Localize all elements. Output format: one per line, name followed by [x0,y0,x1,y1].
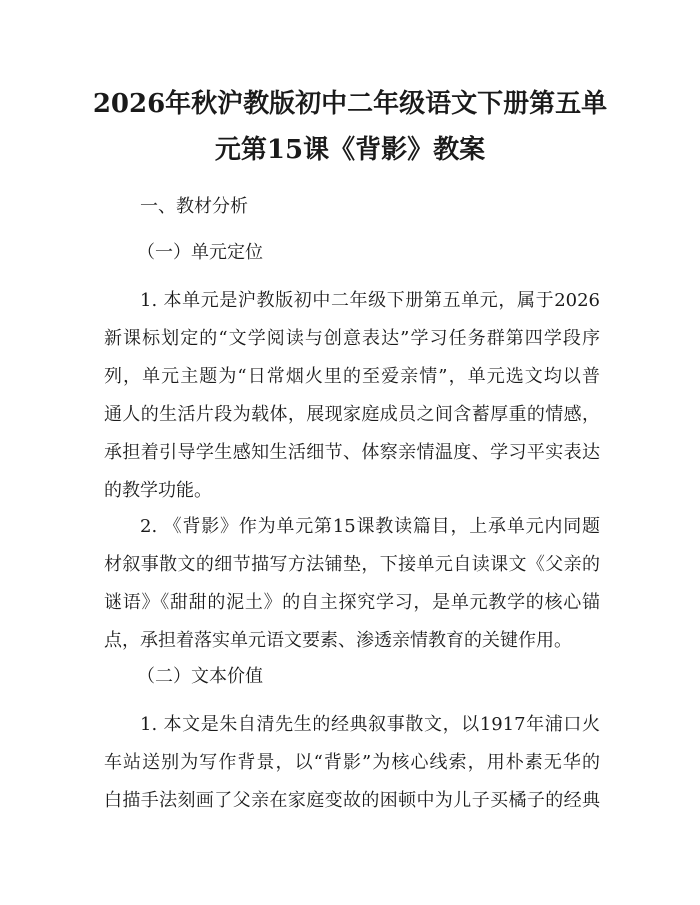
paragraph-1-line: 列，单元主题为“日常烟火里的至爱亲情”，单元选文均以普 [104,366,600,387]
paragraph-1-line: 通人的生活片段为载体，展现家庭成员之间含蓄厚重的情感， [104,404,600,425]
paragraph-1-line: 的教学功能。 [104,480,212,501]
document-title-line-2: 元第15课《背影》教案 [214,135,486,165]
paragraph-3-line: 1. 本文是朱自清先生的经典叙事散文，以1917年浦口火 [140,714,600,735]
paragraph-2-line: 材叙事散文的细节描写方法铺垫，下接单元自读课文《父亲的 [104,554,600,575]
paragraph-1 [104,282,600,510]
paragraph-1-line: 新课标划定的“文学阅读与创意表达”学习任务群第四学段序 [104,328,600,349]
paragraph-3-line: 白描手法刻画了父亲在家庭变故的困顿中为儿子买橘子的经典 [104,790,600,811]
paragraph-3-line: 车站送别为写作背景，以“背影”为核心线索，用朴素无华的 [104,752,600,773]
subsection-heading-text-value: （二）文本价值 [137,666,263,687]
paragraph-2-line: 谜语》《甜甜的泥土》的自主探究学习，是单元教学的核心锚 [104,592,600,613]
section-heading-textbook-analysis: 一、教材分析 [140,196,248,217]
paragraph-2-line: 2. 《背影》作为单元第15课教读篇目，上承单元内同题 [140,516,600,537]
paragraph-2 [104,508,600,660]
paragraph-1-line: 1. 本单元是沪教版初中二年级下册第五单元，属于2026 [140,290,600,311]
paragraph-3 [104,706,600,820]
subsection-heading-unit-positioning: （一）单元定位 [137,242,263,263]
paragraph-1-line: 承担着引导学生感知生活细节、体察亲情温度、学习平实表达 [104,442,600,463]
document-title-line-1: 2026年秋沪教版初中二年级语文下册第五单 [92,89,608,119]
paragraph-2-line: 点，承担着落实单元语文要素、渗透亲情教育的关键作用。 [104,630,572,651]
